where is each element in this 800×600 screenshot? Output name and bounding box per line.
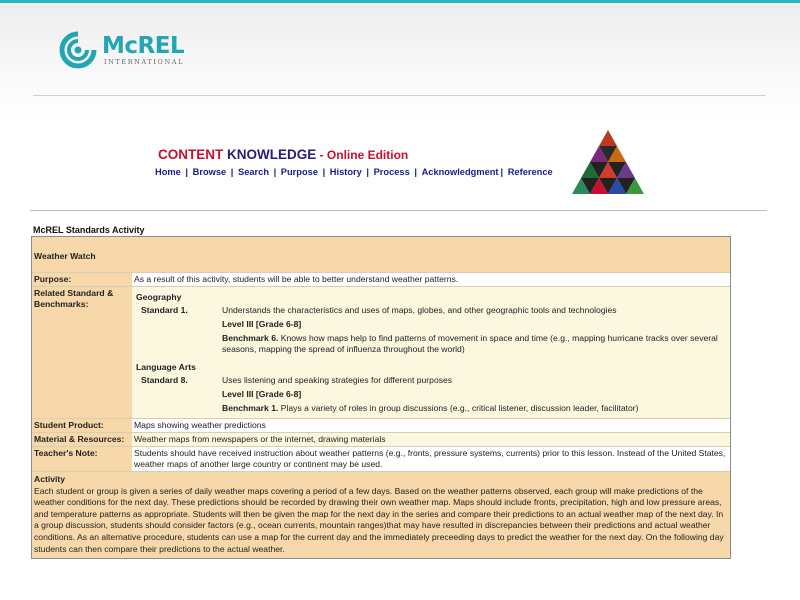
nav-home-link[interactable]: Home	[155, 167, 181, 177]
nav-search-link[interactable]: Search	[238, 167, 270, 177]
material-label: Material & Resources:	[32, 433, 132, 446]
purpose-row	[32, 273, 730, 287]
teachers-note-value: Students should have received instruction about weather patterns (e.g., fronts, pressure systems, currents) prior to this lesson. Instead of the United States, weather maps of another large country or continent may be used.	[132, 447, 730, 471]
student-product-row	[32, 419, 730, 433]
standard-text: Understands the characteristics and uses of maps, globes, and other geographic tools and technologies	[222, 305, 617, 315]
level-text: Level III [Grade 6-8]	[222, 319, 302, 329]
benchmark-text: Plays a variety of roles in group discussions (e.g., critical listener, discussion leader, facilitator)	[280, 403, 639, 413]
subject-name: Language Arts	[136, 362, 196, 372]
student-product-value: Maps showing weather predictions	[132, 419, 730, 432]
activity-text: Each student or group is given a series of daily weather maps covering a period of a few days. Based on the weather patterns observed, each group will make predictions of the weather conditions for the next day. These predictions should be recorded by drawing their own weather map. Maps should include fronts, precipitation, high and low pressure areas, and temperature patterns as appropriate. Students will then be given the map for the next day in the series and compare their predictions to an actual weather map of the next day. In a group discussion, students should consider factors (e.g., ocean currents, mountain ranges)that may have resulted in discrepancies between their predictions and actual weather conditions. As an alternative procedure, students can use a map for the current day and the immediately preceeding days to predict the weather for the next day. On the following day students can then compare their predictions to the actual weather.	[34, 485, 724, 554]
header-divider	[33, 95, 766, 96]
teachers-note-label: Teacher's Note:	[32, 447, 132, 471]
banner-title	[158, 147, 408, 162]
activity-title: Weather Watch	[32, 237, 730, 273]
standard-label: Standard 8.	[141, 375, 188, 385]
nav-reference-link[interactable]: Reference	[507, 167, 553, 177]
level-text: Level III [Grade 6-8]	[222, 389, 302, 399]
section-title: McREL Standards Activity	[33, 225, 145, 235]
banner-knowledge-word: KNOWLEDGE	[227, 147, 317, 162]
related-standards-label: Related Standard & Benchmarks:	[32, 287, 132, 418]
mcrel-swirl-logo-icon	[58, 30, 98, 70]
benchmark-text: Knows how maps help to find patterns of movement in space and time (e.g., mapping hurricane tracks over several seasons, mapping the spread of influenza throughout the world)	[222, 333, 718, 354]
activity-description-row	[32, 472, 730, 558]
purpose-value: As a result of this activity, students will be able to better understand weather patterns.	[132, 273, 730, 286]
activity-label: Activity	[34, 474, 66, 484]
main-nav: Home | Browse | Search | Purpose | History | Process | Acknowledgment | Reference	[155, 167, 553, 177]
benchmark-label: Benchmark 6.	[222, 333, 279, 343]
material-row	[32, 433, 730, 447]
banner-online-edition: - Online Edition	[316, 148, 409, 162]
mcrel-logo[interactable]	[58, 30, 198, 70]
standard-label: Standard 1.	[141, 305, 188, 315]
standard-text: Uses listening and speaking strategies for different purposes	[222, 375, 453, 385]
material-value: Weather maps from newspapers or the internet, drawing materials	[132, 433, 730, 446]
multicolor-pyramid-icon	[569, 128, 647, 196]
nav-acknowledgment-link[interactable]: Acknowledgment	[421, 167, 499, 177]
related-standards-value	[132, 287, 730, 418]
related-standards-row	[32, 287, 730, 419]
logo-subtitle: INTERNATIONAL	[104, 58, 184, 66]
purpose-label: Purpose:	[32, 273, 132, 286]
student-product-label: Student Product:	[32, 419, 132, 432]
top-accent-bar	[0, 0, 800, 3]
activity-sheet	[31, 236, 731, 559]
standard-block	[134, 305, 728, 358]
benchmark-label: Benchmark 1.	[222, 403, 279, 413]
logo-wordmark: McREL	[102, 33, 185, 59]
nav-browse-link[interactable]: Browse	[192, 167, 227, 177]
benchmark	[222, 403, 728, 414]
benchmark	[222, 333, 728, 355]
banner-content-word: CONTENT	[158, 147, 224, 162]
banner-divider	[30, 210, 767, 211]
subject-name: Geography	[136, 292, 182, 302]
teachers-note-row	[32, 447, 730, 472]
nav-history-link[interactable]: History	[329, 167, 362, 177]
standard-block	[134, 375, 728, 417]
nav-process-link[interactable]: Process	[373, 167, 410, 177]
nav-purpose-link[interactable]: Purpose	[280, 167, 318, 177]
